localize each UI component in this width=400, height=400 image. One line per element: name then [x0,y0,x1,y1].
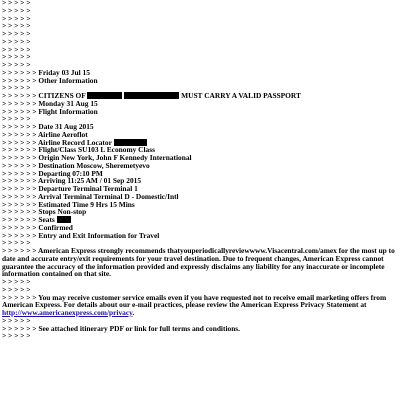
flight-destination: > > > > > > Destination Moscow, Sheremetyevo [2,160,150,170]
quote-line: > > > > > [2,52,31,62]
flight-class: > > > > > > Flight/Class SU103 L Economy Class [2,145,156,155]
flight-seats: > > > > > > Seats [2,216,398,224]
flight-airline: > > > > > > Airline Aeroflot [2,129,88,139]
quote-line: > > > > > [2,331,31,341]
quote-line: > > > > > [2,0,31,7]
flight-record-locator: > > > > > > Airline Record Locator [2,139,398,147]
terms-notice: > > > > > > See attached itinerary PDF or link for full terms and conditions. [2,323,241,333]
section-heading: > > > > > > Other Information [2,75,98,85]
section-heading: > > > > > > Flight Information [2,106,98,116]
passport-notice: > > > > > > CITIZENS OF MUST CARRY A VALID PASSPORT [2,91,301,100]
flight-departing: > > > > > > Departing 07:10 PM [2,168,103,178]
date-line: > > > > > > Monday 31 Aug 15 [2,98,98,108]
flight-origin: > > > > > > Origin New York, John F Kennedy International [2,153,192,162]
flight-date: > > > > > > Date 31 Aug 2015 [2,122,94,131]
quote-line: > > > > > [2,5,31,15]
flight-status: > > > > > > Confirmed [2,222,73,232]
quote-line: > > > > > [2,114,31,124]
flight-arriving: > > > > > > Arriving 11:25 AM / 01 Sep 2015 [2,176,142,186]
amex-recommendation: > > > > > > American Express strongly recommends thatyouperiodicallyreviewwww.Visacentral.com/amex for the most up to date and accurate entry/exit requirements for your travel destination. Due to frequent changes, American Express cannot guarantee the accuracy of the information provided and expressly disclaims any liability for any inaccurate or incomplete information contained on that site. [2,246,397,279]
quote-line: > > > > > [2,21,31,31]
quote-line: > > > > > [2,284,31,294]
quote-line: > > > > > [2,277,31,286]
redaction-block [124,92,179,99]
quote-line: > > > > > [2,60,31,69]
flight-stops: > > > > > > Stops Non-stop [2,207,87,217]
quote-line: > > > > > [2,36,31,46]
quote-line: > > > > > [2,238,31,248]
quote-line: > > > > > [2,315,31,325]
quote-line: > > > > > [2,29,31,38]
privacy-statement-link[interactable]: http://www.americanexpress.com/privacy [2,308,133,317]
quote-line: > > > > > [2,13,31,23]
section-heading: > > > > > > Entry and Exit Information for Travel [2,230,160,240]
flight-estimated-time: > > > > > > Estimated Time 9 Hrs 15 Mins [2,199,135,209]
quote-line: > > > > > [2,44,31,54]
flight-arrival-terminal: > > > > > > Arrival Terminal Terminal D - Domestic/Intl [2,191,179,201]
quote-line: > > > > > [2,83,31,93]
flight-departure-terminal: > > > > > > Departure Terminal Terminal 1 [2,184,138,193]
email-practices-notice: > > > > > > You may receive customer service emails even if you have requested not to receive email marketing offers from American Express. For details about our e-mail practices, please review the American Express Privacy Statement at http://www.americanexpress.com/privacy. [2,292,388,317]
date-line: > > > > > > Friday 03 Jul 15 [2,67,90,77]
